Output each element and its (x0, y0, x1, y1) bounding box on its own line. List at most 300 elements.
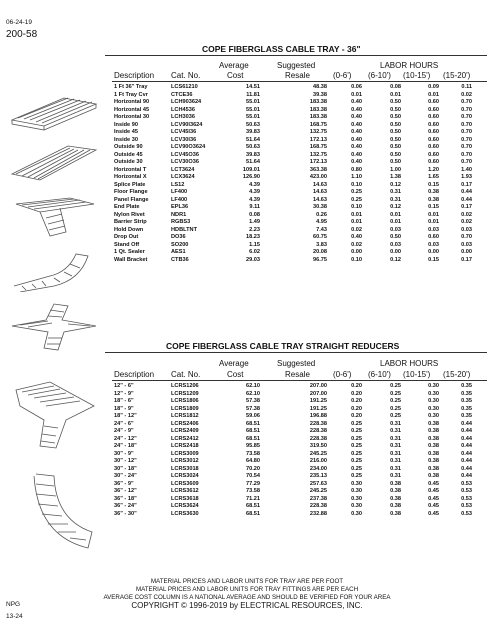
labor-15-20-cell: 0.35 (461, 398, 472, 404)
labor-6-10-cell: 0.25 (390, 413, 401, 419)
labor-0-6-cell: 0.30 (351, 503, 362, 509)
labor-15-20-cell: 0.70 (461, 114, 472, 120)
labor-15-20-cell: 0.35 (461, 383, 472, 389)
s2-labor-10-15-header: (10-15') (403, 370, 431, 379)
labor-15-20-cell: 0.44 (461, 465, 472, 472)
average-cost-cell: 55.01 (246, 114, 260, 120)
suggested-resale-cell: 0.26 (316, 211, 327, 218)
labor-15-20-cell: 0.02 (461, 211, 472, 218)
labor-15-20-cell: 0.35 (461, 405, 472, 412)
labor-6-10-cell: 0.31 (390, 473, 401, 479)
table-row (114, 481, 472, 489)
labor-15-20-cell: 0.53 (461, 495, 472, 502)
labor-10-15-cell: 0.38 (428, 473, 439, 479)
labor-15-20-cell: 0.03 (461, 226, 472, 233)
table-row (114, 122, 472, 130)
suggested-resale-cell: 228.38 (309, 420, 327, 427)
labor-15-20-cell: 0.17 (461, 204, 472, 210)
average-cost-cell: 55.01 (246, 106, 260, 113)
suggested-resale-cell: 3.83 (316, 241, 327, 248)
suggested-resale-cell: 183.38 (309, 106, 327, 113)
average-cost-cell: 68.51 (246, 435, 260, 442)
horizontal-cross-icon (8, 300, 100, 354)
cat-no-cell: LCV30I36 (171, 136, 197, 143)
s2-description-header: Description (114, 370, 155, 379)
labor-6-10-cell: 0.50 (390, 99, 401, 105)
labor-0-6-cell: 0.02 (351, 226, 362, 233)
table-row (114, 212, 472, 220)
average-cost-cell: 68.51 (246, 420, 260, 427)
labor-15-20-cell: 0.17 (461, 181, 472, 188)
cat-no-cell: LCRS3009 (171, 450, 199, 457)
table-row (114, 488, 472, 496)
table-row (114, 197, 472, 205)
average-cost-cell: 2.23 (249, 226, 260, 233)
labor-15-20-cell: 1.40 (461, 166, 472, 173)
labor-15-20-cell: 0.00 (461, 249, 472, 255)
suggested-resale-cell: 183.38 (309, 114, 327, 120)
suggested-resale-cell: 191.25 (309, 405, 327, 412)
s1-cost-header: Cost (227, 71, 244, 80)
labor-10-15-cell: 0.45 (428, 488, 439, 494)
labor-10-15-cell: 0.38 (428, 196, 439, 203)
labor-6-10-cell: 0.12 (390, 181, 401, 188)
labor-0-6-cell: 0.10 (351, 204, 362, 210)
labor-10-15-cell: 0.30 (428, 390, 439, 397)
table-row (114, 114, 472, 122)
labor-6-10-cell: 0.01 (390, 219, 401, 225)
table-row (114, 496, 472, 504)
suggested-resale-cell: 216.00 (309, 458, 327, 464)
labor-0-6-cell: 0.20 (351, 405, 362, 412)
labor-10-15-cell: 0.60 (428, 106, 439, 113)
cat-no-cell: HDBLTNT (171, 226, 197, 233)
labor-15-20-cell: 0.70 (461, 144, 472, 150)
labor-15-20-cell: 0.70 (461, 159, 472, 165)
labor-0-6-cell: 0.40 (351, 99, 362, 105)
labor-0-6-cell: 0.00 (351, 249, 362, 255)
description-cell: Nylon Rivet (114, 211, 145, 218)
average-cost-cell: 68.51 (246, 503, 260, 509)
average-cost-cell: 4.39 (249, 181, 260, 188)
labor-6-10-cell: 0.50 (390, 121, 401, 128)
labor-6-10-cell: 0.25 (390, 398, 401, 404)
labor-10-15-cell: 0.60 (428, 159, 439, 165)
description-cell: 12" - 9" (114, 390, 134, 397)
cat-no-cell: LCRS2409 (171, 428, 199, 434)
suggested-resale-cell: 232.88 (309, 510, 327, 517)
cat-no-cell: LCT3624 (171, 166, 195, 173)
average-cost-cell: 109.01 (242, 166, 260, 173)
labor-6-10-cell: 0.25 (390, 390, 401, 397)
labor-15-20-cell: 0.44 (461, 189, 472, 195)
labor-0-6-cell: 0.30 (351, 480, 362, 487)
s2-average-header: Average (219, 359, 249, 368)
labor-10-15-cell: 0.30 (428, 398, 439, 404)
labor-15-20-cell: 0.70 (461, 129, 472, 135)
table-row (114, 189, 472, 197)
average-cost-cell: 64.80 (246, 458, 260, 464)
suggested-resale-cell: 168.75 (309, 144, 327, 150)
labor-0-6-cell: 0.40 (351, 234, 362, 240)
labor-0-6-cell: 0.40 (351, 144, 362, 150)
labor-10-15-cell: 0.30 (428, 413, 439, 419)
description-cell: 30" - 9" (114, 450, 134, 457)
average-cost-cell: 62.10 (246, 390, 260, 397)
cat-no-cell: LCRS1209 (171, 390, 199, 397)
labor-15-20-cell: 0.44 (461, 420, 472, 427)
description-cell: 18" - 9" (114, 405, 134, 412)
labor-15-20-cell: 0.44 (461, 458, 472, 464)
footer-npg: NPG (6, 601, 21, 608)
labor-0-6-cell: 0.25 (351, 443, 362, 449)
labor-0-6-cell: 0.01 (351, 211, 362, 218)
labor-15-20-cell: 0.53 (461, 510, 472, 517)
cat-no-cell: LCRS3012 (171, 458, 199, 464)
labor-15-20-cell: 0.02 (461, 91, 472, 98)
description-cell: Inside 30 (114, 136, 138, 143)
header-date: 06-24-19 (6, 19, 33, 26)
labor-10-15-cell: 0.03 (428, 226, 439, 233)
description-cell: 18" - 12" (114, 413, 137, 419)
labor-15-20-cell: 0.03 (461, 241, 472, 248)
s1-labor-15-20-header: (15-20') (443, 71, 471, 80)
footer-note-fittings: MATERIAL PRICES AND LABOR UNITS FOR TRAY FITTINGS ARE PER EACH (135, 586, 359, 593)
labor-15-20-cell: 0.17 (461, 256, 472, 263)
suggested-resale-cell: 14.63 (313, 181, 327, 188)
labor-6-10-cell: 0.25 (390, 405, 401, 412)
labor-0-6-cell: 0.25 (351, 435, 362, 442)
labor-10-15-cell: 0.01 (428, 211, 439, 218)
cat-no-cell: LCRS3612 (171, 488, 199, 494)
average-cost-cell: 70.54 (246, 473, 260, 479)
labor-15-20-cell: 0.44 (461, 196, 472, 203)
table-row (114, 503, 472, 511)
description-cell: 36" - 9" (114, 480, 134, 487)
table-row (114, 137, 472, 145)
section1-header-rule (112, 81, 487, 82)
suggested-resale-cell: 172.13 (309, 159, 327, 165)
average-cost-cell: 71.21 (246, 495, 260, 502)
s2-cost-header: Cost (227, 370, 244, 379)
labor-10-15-cell: 0.60 (428, 234, 439, 240)
cat-no-cell: LCH4536 (171, 106, 195, 113)
description-cell: 24" - 18" (114, 443, 137, 449)
labor-15-20-cell: 0.35 (461, 413, 472, 419)
labor-10-15-cell: 0.09 (428, 84, 439, 90)
suggested-resale-cell: 48.38 (313, 84, 327, 90)
table-row (114, 182, 472, 190)
suggested-resale-cell: 132.75 (309, 151, 327, 158)
cat-no-cell: LF400 (171, 189, 188, 195)
labor-10-15-cell: 1.65 (428, 174, 439, 180)
cat-no-cell: LCRS3618 (171, 495, 199, 502)
description-cell: 36" - 30" (114, 510, 137, 517)
average-cost-cell: 70.20 (246, 465, 260, 472)
labor-10-15-cell: 0.60 (428, 129, 439, 135)
cat-no-cell: LCRS3630 (171, 510, 199, 517)
labor-0-6-cell: 1.10 (351, 174, 362, 180)
labor-0-6-cell: 0.40 (351, 114, 362, 120)
cat-no-cell: LCRS1809 (171, 405, 199, 412)
cat-no-cell: LCRS3024 (171, 473, 199, 479)
suggested-resale-cell: 319.50 (309, 443, 327, 449)
labor-15-20-cell: 0.70 (461, 106, 472, 113)
labor-0-6-cell: 0.20 (351, 383, 362, 389)
labor-10-15-cell: 0.38 (428, 435, 439, 442)
s2-labor-0-6-header: (0-6') (333, 370, 352, 379)
average-cost-cell: 11.81 (246, 91, 260, 98)
labor-0-6-cell: 0.02 (351, 241, 362, 248)
labor-0-6-cell: 0.25 (351, 196, 362, 203)
labor-0-6-cell: 0.40 (351, 151, 362, 158)
table-row (114, 398, 472, 406)
labor-15-20-cell: 0.70 (461, 151, 472, 158)
section2-table (114, 383, 472, 518)
table-row (114, 129, 472, 137)
table-row (114, 152, 472, 160)
labor-10-15-cell: 0.15 (428, 256, 439, 263)
suggested-resale-cell: 237.38 (309, 495, 327, 502)
labor-10-15-cell: 0.15 (428, 204, 439, 210)
suggested-resale-cell: 96.75 (313, 256, 327, 263)
vertical-elbow-icon (10, 246, 94, 292)
labor-6-10-cell: 0.31 (390, 443, 401, 449)
description-cell: Outside 30 (114, 159, 143, 165)
table-row (114, 443, 472, 451)
description-cell: Splice Plate (114, 181, 146, 188)
curved-elbow-icon (14, 470, 96, 554)
suggested-resale-cell: 132.75 (309, 129, 327, 135)
s1-catno-header: Cat. No. (171, 71, 201, 80)
labor-10-15-cell: 0.45 (428, 480, 439, 487)
s2-labor-hours-header: LABOR HOURS (380, 359, 439, 368)
labor-0-6-cell: 0.40 (351, 159, 362, 165)
labor-6-10-cell: 0.38 (390, 480, 401, 487)
suggested-resale-cell: 14.63 (313, 196, 327, 203)
cat-no-cell: CTCE36 (171, 91, 193, 98)
s2-labor-15-20-header: (15-20') (443, 370, 471, 379)
table-row (114, 466, 472, 474)
table-row (114, 511, 472, 519)
table-row (114, 219, 472, 227)
labor-6-10-cell: 0.31 (390, 420, 401, 427)
suggested-resale-cell: 168.75 (309, 121, 327, 128)
table-row (114, 159, 472, 167)
average-cost-cell: 39.83 (246, 129, 260, 135)
cat-no-cell: LCV45O36 (171, 151, 199, 158)
average-cost-cell: 126.90 (242, 174, 260, 180)
average-cost-cell: 9.11 (249, 204, 260, 210)
cat-no-cell: LCRS3018 (171, 465, 199, 472)
suggested-resale-cell: 39.38 (313, 91, 327, 98)
suggested-resale-cell: 4.95 (316, 219, 327, 225)
labor-15-20-cell: 0.53 (461, 503, 472, 509)
suggested-resale-cell: 207.00 (309, 383, 327, 389)
cat-no-cell: LCV45I36 (171, 129, 197, 135)
table-row (114, 383, 472, 391)
suggested-resale-cell: 257.63 (309, 480, 327, 487)
section2-header-rule (112, 380, 487, 381)
labor-0-6-cell: 0.40 (351, 129, 362, 135)
table-row (114, 413, 472, 421)
table-row (114, 249, 472, 257)
cat-no-cell: LCV30O36 (171, 159, 199, 165)
average-cost-cell: 57.38 (246, 405, 260, 412)
labor-6-10-cell: 0.12 (390, 204, 401, 210)
description-cell: Horizontal 30 (114, 114, 150, 120)
labor-15-20-cell: 0.70 (461, 121, 472, 128)
cat-no-cell: LCS61210 (171, 84, 198, 90)
description-cell: 30" - 12" (114, 458, 137, 464)
labor-10-15-cell: 0.60 (428, 144, 439, 150)
description-cell: 18" - 6" (114, 398, 134, 404)
average-cost-cell: 77.29 (246, 480, 260, 487)
suggested-resale-cell: 228.38 (309, 428, 327, 434)
cat-no-cell: RGBS3 (171, 219, 191, 225)
description-cell: 24" - 9" (114, 428, 134, 434)
average-cost-cell: 14.51 (246, 84, 260, 90)
average-cost-cell: 4.39 (249, 189, 260, 195)
labor-10-15-cell: 0.15 (428, 181, 439, 188)
labor-0-6-cell: 0.40 (351, 136, 362, 143)
s1-resale-header: Resale (285, 71, 310, 80)
s1-labor-hours-header: LABOR HOURS (380, 61, 439, 70)
section1-title: COPE FIBERGLASS CABLE TRAY - 36" (202, 44, 361, 54)
description-cell: 30" - 18" (114, 465, 137, 472)
footer-notes (0, 578, 494, 610)
labor-6-10-cell: 0.50 (390, 106, 401, 113)
cat-no-cell: LF400 (171, 196, 188, 203)
cat-no-cell: LCX3624 (171, 174, 195, 180)
table-row (114, 242, 472, 250)
labor-0-6-cell: 0.25 (351, 189, 362, 195)
labor-10-15-cell: 1.20 (428, 166, 439, 173)
labor-15-20-cell: 0.70 (461, 234, 472, 240)
labor-6-10-cell: 1.00 (390, 166, 401, 173)
table-row (114, 473, 472, 481)
footer-page-ref: 13-24 (6, 613, 23, 620)
table-row (114, 227, 472, 235)
average-cost-cell: 62.10 (246, 383, 260, 389)
average-cost-cell: 50.63 (246, 121, 260, 128)
suggested-resale-cell: 20.08 (313, 249, 327, 255)
cat-no-cell: LCRS2418 (171, 443, 199, 449)
description-cell: Outside 90 (114, 144, 143, 150)
section1-top-rule (105, 55, 487, 56)
table-row (114, 451, 472, 459)
straight-tray-icon (8, 90, 100, 132)
cat-no-cell: LCRS3624 (171, 503, 199, 509)
labor-6-10-cell: 0.38 (390, 495, 401, 502)
table-row (114, 406, 472, 414)
description-cell: Floor Flange (114, 189, 148, 195)
labor-6-10-cell: 0.50 (390, 144, 401, 150)
labor-10-15-cell: 0.38 (428, 428, 439, 434)
ladder-tray-icon (8, 140, 100, 184)
average-cost-cell: 73.58 (246, 488, 260, 494)
labor-0-6-cell: 0.20 (351, 398, 362, 404)
s2-resale-header: Resale (285, 370, 310, 379)
suggested-resale-cell: 234.00 (309, 465, 327, 472)
s1-labor-6-10-header: (6-10') (368, 71, 391, 80)
labor-10-15-cell: 0.03 (428, 241, 439, 248)
labor-0-6-cell: 0.25 (351, 450, 362, 457)
cat-no-cell: LCRS1206 (171, 383, 199, 389)
labor-6-10-cell: 0.25 (390, 383, 401, 389)
description-cell: 24" - 6" (114, 420, 134, 427)
labor-10-15-cell: 0.00 (428, 249, 439, 255)
labor-0-6-cell: 0.25 (351, 420, 362, 427)
labor-15-20-cell: 0.44 (461, 428, 472, 434)
footer-note-tray: MATERIAL PRICES AND LABOR UNITS FOR TRAY ARE PER FOOT (150, 578, 344, 585)
s1-average-header: Average (219, 61, 249, 70)
labor-0-6-cell: 0.10 (351, 256, 362, 263)
labor-6-10-cell: 1.38 (390, 174, 401, 180)
s1-labor-10-15-header: (10-15') (403, 71, 431, 80)
labor-10-15-cell: 0.38 (428, 443, 439, 449)
labor-10-15-cell: 0.45 (428, 503, 439, 509)
average-cost-cell: 18.23 (246, 234, 260, 240)
labor-6-10-cell: 0.50 (390, 159, 401, 165)
s2-catno-header: Cat. No. (171, 370, 201, 379)
table-row (114, 167, 472, 175)
labor-0-6-cell: 0.25 (351, 473, 362, 479)
labor-6-10-cell: 0.03 (390, 226, 401, 233)
labor-6-10-cell: 0.50 (390, 129, 401, 135)
labor-6-10-cell: 0.01 (390, 91, 401, 98)
description-cell: Horizontal X (114, 174, 147, 180)
suggested-resale-cell: 196.88 (309, 413, 327, 419)
average-cost-cell: 95.85 (246, 443, 260, 449)
labor-0-6-cell: 0.10 (351, 181, 362, 188)
labor-6-10-cell: 0.03 (390, 241, 401, 248)
s1-labor-0-6-header: (0-6') (333, 71, 352, 80)
average-cost-cell: 1.15 (249, 241, 260, 248)
average-cost-cell: 51.64 (246, 159, 260, 165)
description-cell: Drop Out (114, 234, 139, 240)
suggested-resale-cell: 245.25 (309, 488, 327, 494)
table-row (114, 84, 472, 92)
labor-6-10-cell: 0.50 (390, 234, 401, 240)
labor-10-15-cell: 0.01 (428, 91, 439, 98)
s2-suggested-header: Suggested (277, 359, 316, 368)
suggested-resale-cell: 363.38 (309, 166, 327, 173)
table-row (114, 204, 472, 212)
labor-10-15-cell: 0.60 (428, 99, 439, 105)
average-cost-cell: 39.83 (246, 151, 260, 158)
description-cell: Inside 45 (114, 129, 138, 135)
labor-10-15-cell: 0.30 (428, 405, 439, 412)
footer-note-average: AVERAGE COST COLUMN IS A NATIONAL AVERAGE AND SHOULD BE VERIFIED FOR YOUR AREA (103, 594, 391, 601)
labor-0-6-cell: 0.20 (351, 413, 362, 419)
labor-0-6-cell: 0.40 (351, 121, 362, 128)
suggested-resale-cell: 245.25 (309, 450, 327, 457)
labor-6-10-cell: 0.38 (390, 510, 401, 517)
suggested-resale-cell: 191.25 (309, 398, 327, 404)
suggested-resale-cell: 30.38 (313, 204, 327, 210)
labor-10-15-cell: 0.60 (428, 114, 439, 120)
description-cell: 30" - 24" (114, 473, 137, 479)
average-cost-cell: 68.51 (246, 510, 260, 517)
table-row (114, 99, 472, 107)
header-page-number: 200-58 (6, 29, 38, 40)
cat-no-cell: LCV90O3624 (171, 144, 206, 150)
labor-15-20-cell: 0.70 (461, 99, 472, 105)
table-row (114, 144, 472, 152)
average-cost-cell: 50.63 (246, 144, 260, 150)
labor-15-20-cell: 0.44 (461, 473, 472, 479)
